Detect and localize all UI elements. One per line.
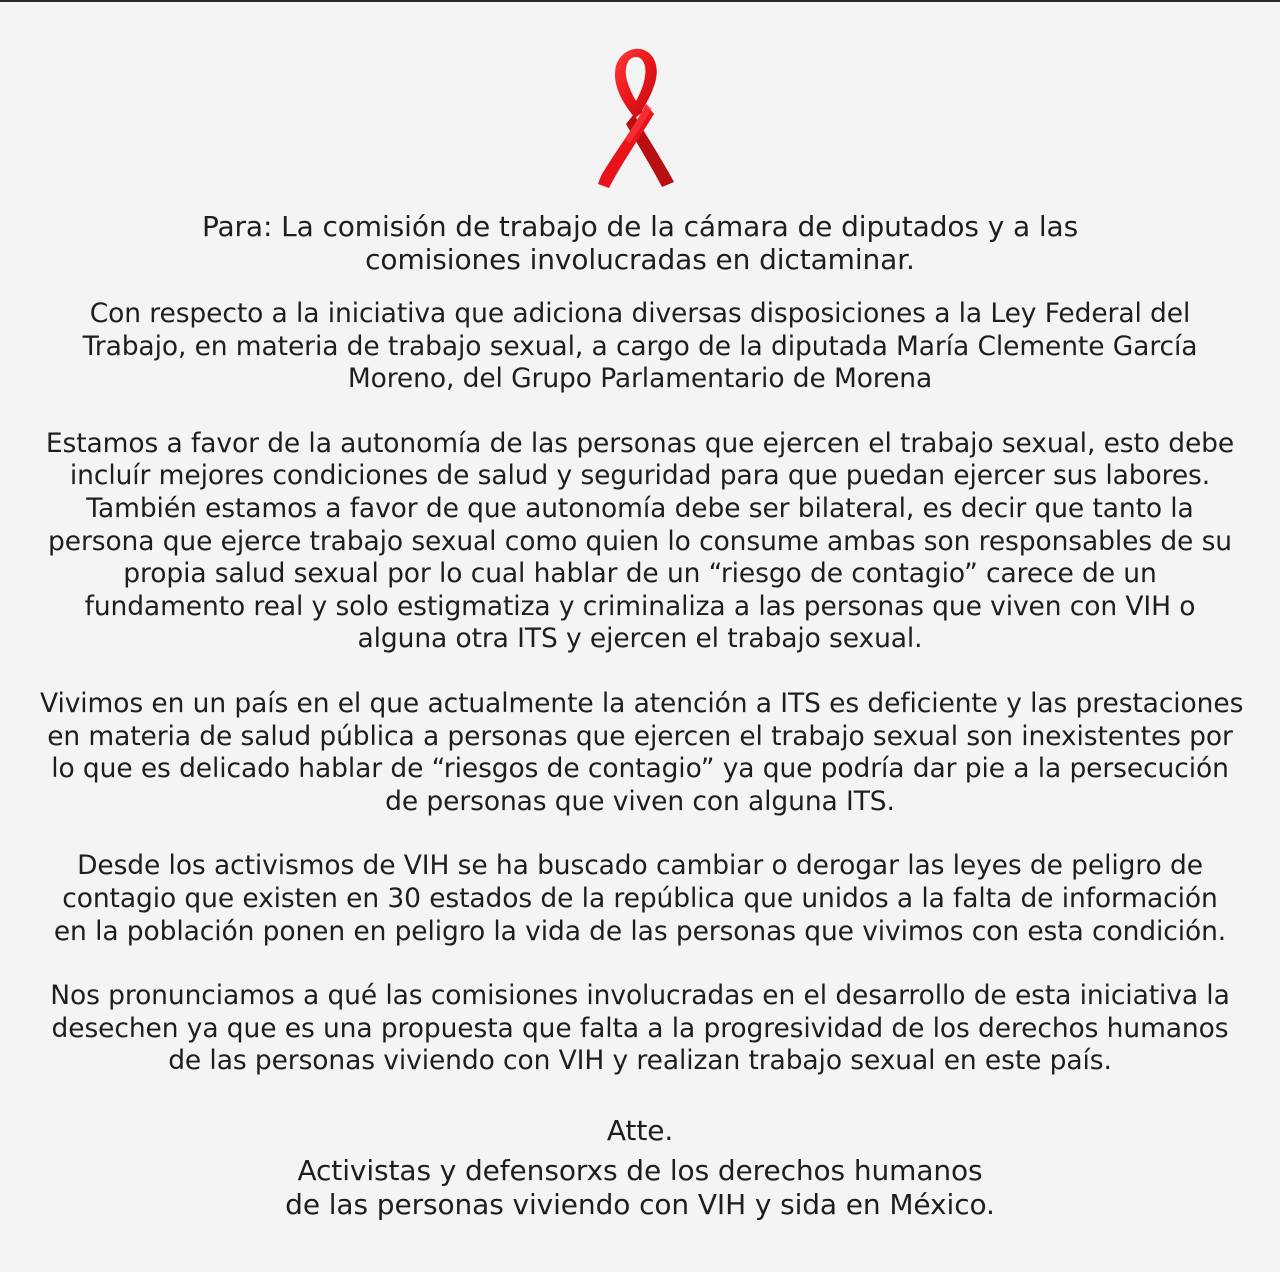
- text-line: de las personas viviendo con VIH y realizan trabajo sexual en este país.: [168, 1045, 1112, 1077]
- paragraph-autonomy: [40, 428, 1240, 656]
- addressee-line: comisiones involucradas en dictaminar.: [365, 243, 915, 276]
- addressee: [40, 210, 1240, 276]
- text-line: Desde los activismos de VIH se ha buscado cambiar o derogar las leyes de peligro de: [77, 850, 1203, 882]
- signature-line: Activistas y defensorxs de los derechos humanos: [297, 1153, 983, 1187]
- text-line: de personas que viven con alguna ITS.: [385, 785, 895, 817]
- text-line: También estamos a favor de que autonomía debe ser bilateral, es decir que tanto la: [86, 492, 1194, 524]
- text-line: desechen ya que es una propuesta que falta a la progresividad de los derechos humanos: [51, 1012, 1229, 1044]
- signature: [40, 1154, 1240, 1222]
- signature-line: de las personas viviendo con VIH y sida en México.: [285, 1187, 995, 1221]
- text-line: alguna otra ITS y ejercen el trabajo sexual.: [357, 623, 923, 655]
- closing: [40, 1114, 1240, 1148]
- text-line: en la población ponen en peligro la vida de las personas que vivimos con esta condición.: [53, 915, 1227, 947]
- letter: [40, 210, 1244, 1222]
- paragraph-pronouncement: [40, 980, 1240, 1078]
- red-ribbon-icon: [590, 44, 680, 190]
- text-line: Trabajo, en materia de trabajo sexual, a cargo de la diputada María Clemente García: [82, 330, 1198, 362]
- paragraph-activism: [40, 850, 1240, 948]
- text-line: en materia de salud pública a personas que ejercen el trabajo sexual son inexistentes por: [47, 720, 1233, 752]
- text-line: Estamos a favor de la autonomía de las personas que ejercen el trabajo sexual, esto debe: [45, 427, 1235, 459]
- text-line: Nos pronunciamos a qué las comisiones involucradas en el desarrollo de esta iniciativa la: [50, 980, 1230, 1012]
- text-line: Con respecto a la iniciativa que adiciona diversas disposiciones a la Ley Federal del: [89, 298, 1191, 329]
- text-line: fundamento real y solo estigmatiza y criminaliza a las personas que viven con VIH o: [84, 590, 1196, 622]
- text-line: incluír mejores condiciones de salud y seguridad para que puedan ejercer sus labores.: [69, 460, 1211, 492]
- text-line: persona que ejerce trabajo sexual como quien lo consume ambas son responsables de su: [48, 525, 1232, 557]
- addressee-line: Para: La comisión de trabajo de la cámara de diputados y a las: [201, 210, 1079, 243]
- paragraph-initiative: [40, 298, 1240, 396]
- paragraph-country: [40, 687, 1244, 818]
- top-border: [0, 0, 1280, 2]
- text-line: contagio que existen en 30 estados de la república que unidos a la falta de información: [62, 882, 1218, 914]
- text-line: Vivimos en un país en el que actualmente la atención a ITS es deficiente y las prestaciones: [40, 687, 1244, 719]
- text-line: propia salud sexual por lo cual hablar de un “riesgo de contagio” carece de un: [123, 558, 1157, 590]
- text-line: Moreno, del Grupo Parlamentario de Morena: [347, 363, 933, 395]
- text-line: lo que es delicado hablar de “riesgos de contagio” ya que podría dar pie a la persecución: [51, 753, 1229, 785]
- closing-text: Atte.: [606, 1113, 674, 1147]
